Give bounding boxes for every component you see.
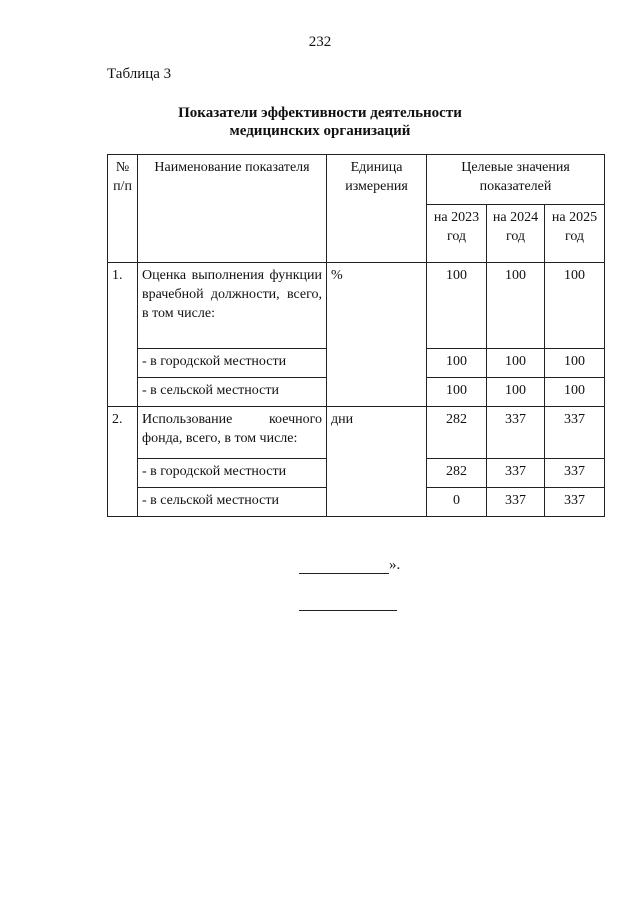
row-2-name: Использование коечного фонда, всего, в том числе: [138,407,327,459]
row-2-unit: дни [327,407,427,517]
row-1-sub-2-value-2023: 100 [427,378,487,407]
header-year-2023: на 2023 год [427,205,487,263]
header-year-2025: на 2025 год [545,205,605,263]
row-1-sub-2-value-2025: 100 [545,378,605,407]
blank-underline [299,596,397,611]
header-year-2024: на 2024 год [487,205,545,263]
row-1-value-2024: 100 [487,263,545,349]
closing-quote-mark: ». [389,557,401,573]
row-1-sub-1-value-2024: 100 [487,349,545,378]
table-title-line-2: медицинских организаций [229,123,411,139]
table-title [0,104,640,140]
table-title-line-1: Показатели эффективности деятельности [178,105,462,121]
header-row [108,155,605,205]
row-1-sub-1-name: - в городской местности [138,349,327,378]
header-targets: Целевые значения показателей [427,155,605,205]
header-name: Наименование показателя [138,155,327,263]
row-1-value-2025: 100 [545,263,605,349]
row-2-num: 2. [108,407,138,517]
blank-underline [299,559,389,574]
row-1-num: 1. [108,263,138,407]
row-2-sub-1-name: - в городской местности [138,459,327,488]
row-1-sub-2-value-2024: 100 [487,378,545,407]
header-unit: Единица измерения [327,155,427,263]
indicators-table [107,154,605,517]
separator-line [299,594,397,611]
header-num: № п/п [108,155,138,263]
closing-line [299,557,400,574]
row-2-sub-2-name: - в сельской местности [138,488,327,517]
row-1-name: Оценка выполнения функции врачебной должности, всего, в том числе: [138,263,327,349]
row-2-sub-1-value-2023: 282 [427,459,487,488]
row-1-sub-1-value-2023: 100 [427,349,487,378]
row-2-sub-2-value-2024: 337 [487,488,545,517]
row-2-value-2025: 337 [545,407,605,459]
row-1-value-2023: 100 [427,263,487,349]
row-2-sub-2-value-2025: 337 [545,488,605,517]
row-1-sub-2-name: - в сельской местности [138,378,327,407]
table-row [108,407,605,459]
row-1-sub-1-value-2025: 100 [545,349,605,378]
row-2-value-2024: 337 [487,407,545,459]
row-2-value-2023: 282 [427,407,487,459]
row-2-sub-1-value-2025: 337 [545,459,605,488]
table-row [108,263,605,349]
row-2-sub-2-value-2023: 0 [427,488,487,517]
table-label: Таблица 3 [107,66,172,82]
row-1-unit: % [327,263,427,407]
row-2-sub-1-value-2024: 337 [487,459,545,488]
page-number: 232 [308,34,332,50]
